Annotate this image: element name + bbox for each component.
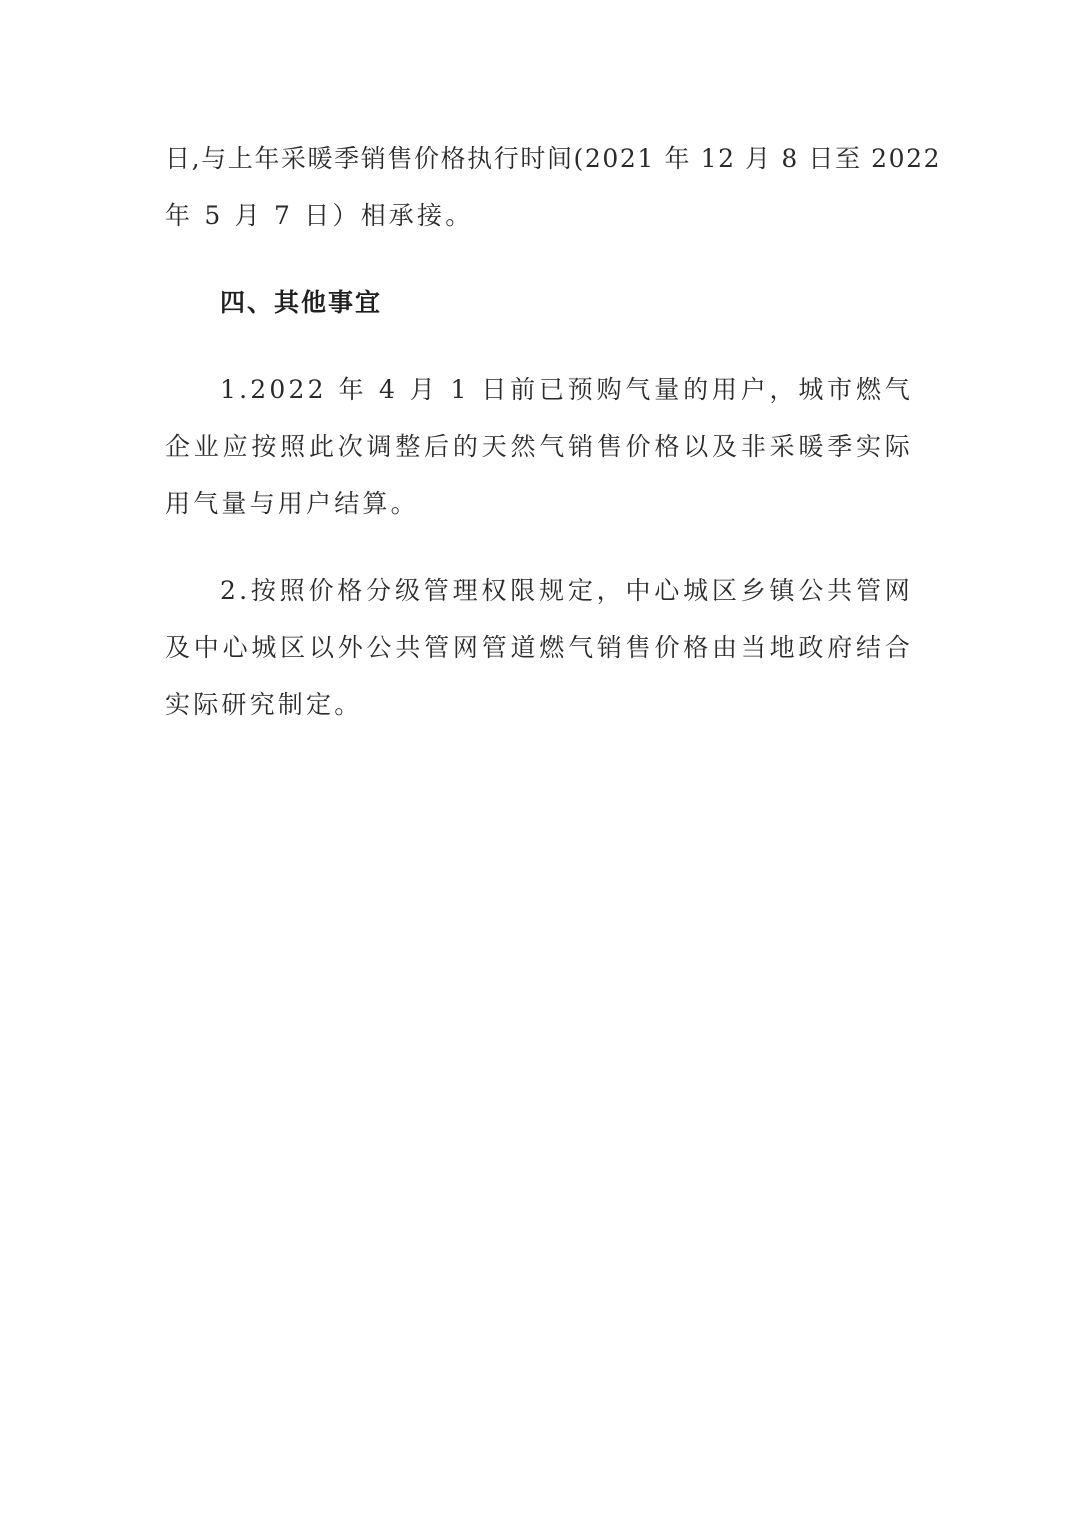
document-body bbox=[165, 130, 942, 733]
continuation-line-1: 日,与上年采暖季销售价格执行时间(2021 年 12 月 8 日至 2022 bbox=[165, 144, 942, 173]
list-item-2: 2.按照价格分级管理权限规定，中心城区乡镇公共管网及中心城区以外公共管网管道燃气销售价格由当地政府结合实际研究制定。 bbox=[165, 576, 913, 719]
section-heading: 四、其他事宜 bbox=[220, 288, 383, 317]
list-item-1: 1.2022 年 4 月 1 日前已预购气量的用户，城市燃气企业应按照此次调整后的天然气销售价格以及非采暖季实际用气量与用户结算。 bbox=[165, 375, 913, 518]
continuation-line-2: 年 5 月 7 日）相承接。 bbox=[165, 201, 474, 230]
